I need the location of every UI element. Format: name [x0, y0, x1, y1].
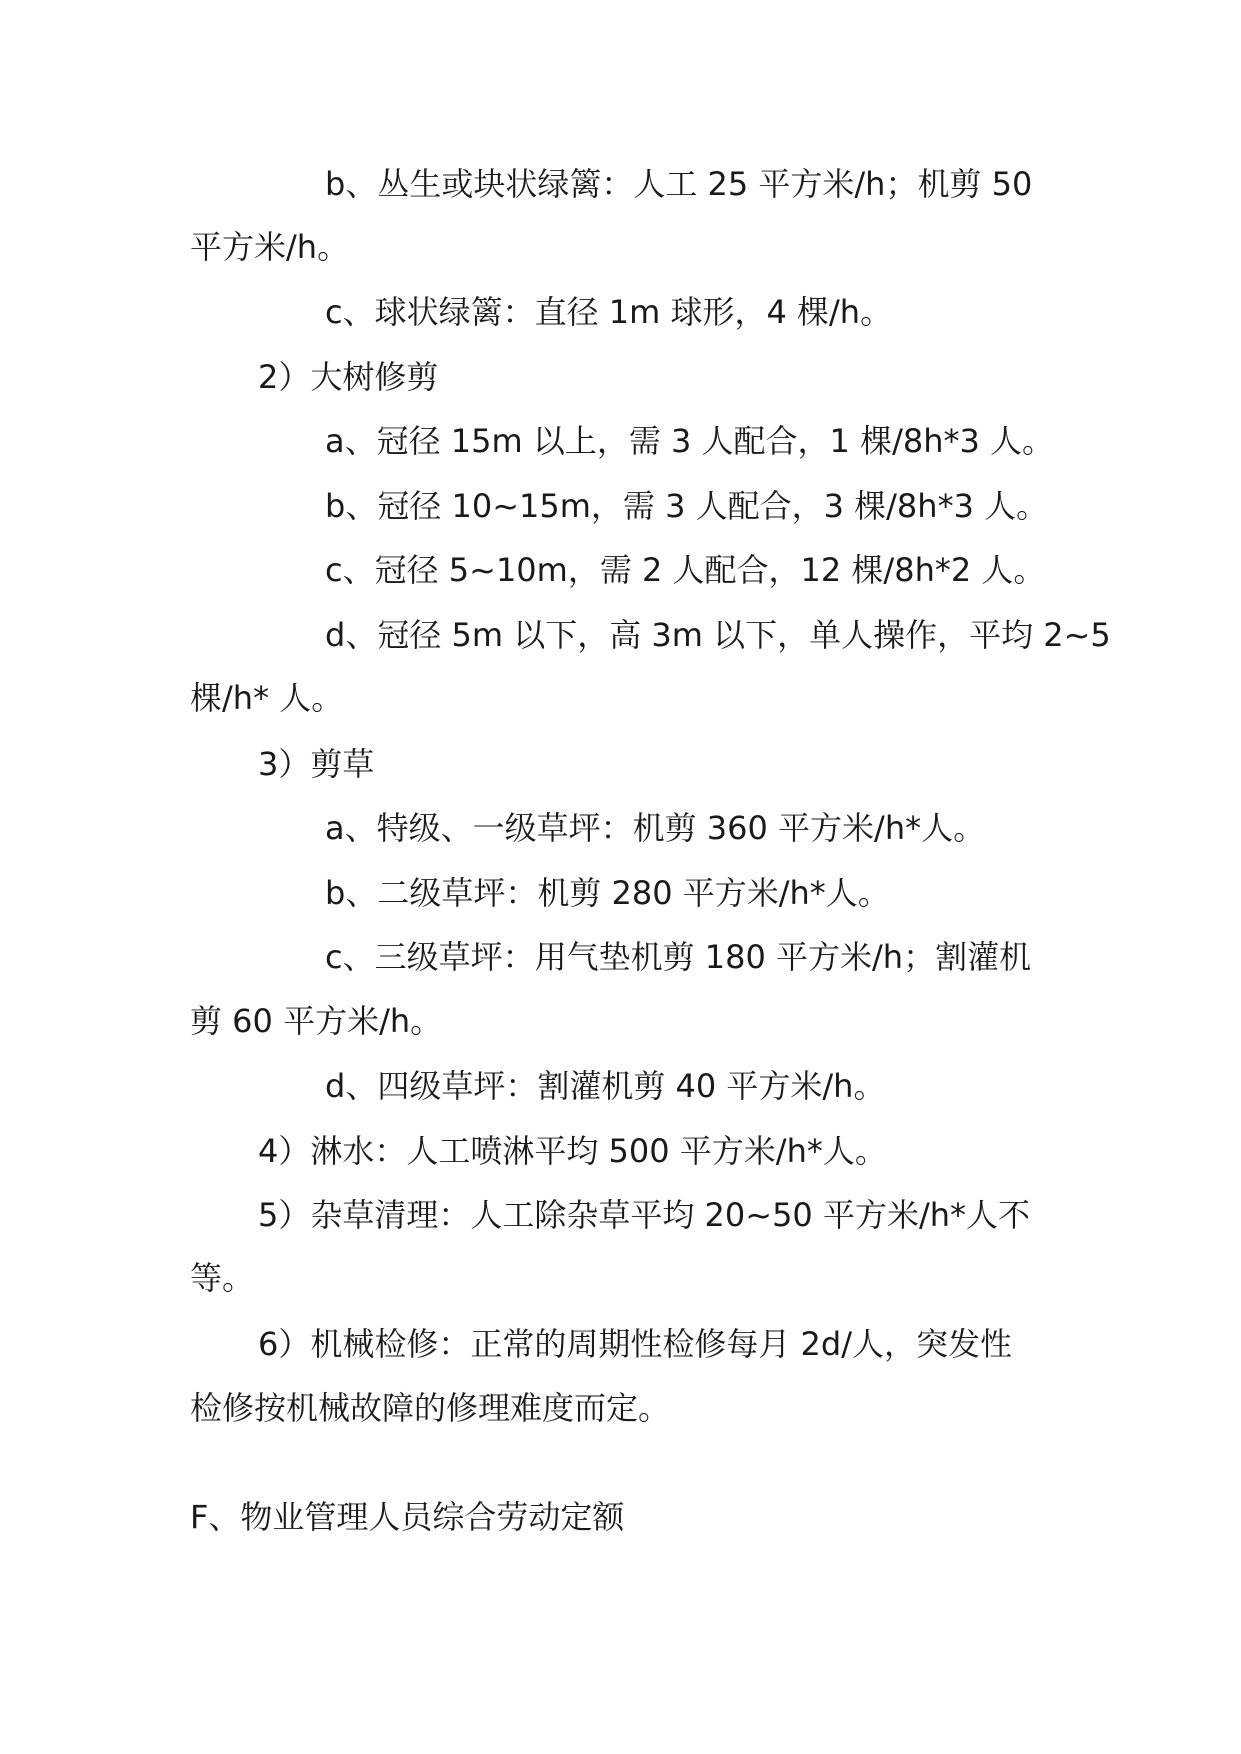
section-heading: 2）大树修剪 — [258, 358, 439, 396]
paragraph-line: b、丛生或块状绿篱：人工 25 平方米/h；机剪 50 — [325, 165, 1033, 203]
paragraph-line: 等。 — [190, 1259, 255, 1297]
paragraph-line: 平方米/h。 — [190, 228, 350, 266]
paragraph-line: b、二级草坪：机剪 280 平方米/h*人。 — [325, 874, 890, 912]
section-title: F、物业管理人员综合劳动定额 — [190, 1498, 625, 1536]
paragraph-line: 4）淋水：人工喷淋平均 500 平方米/h*人。 — [258, 1132, 887, 1170]
paragraph-line: b、冠径 10~15m，需 3 人配合，3 棵/8h*3 人。 — [325, 487, 1049, 525]
paragraph-line: d、四级草坪：割灌机剪 40 平方米/h。 — [325, 1067, 886, 1105]
section-heading: 3）剪草 — [258, 745, 375, 783]
paragraph-line: c、冠径 5~10m，需 2 人配合，12 棵/8h*2 人。 — [325, 551, 1046, 589]
paragraph-line: 检修按机械故障的修理难度而定。 — [190, 1389, 671, 1427]
paragraph-line: c、球状绿篱：直径 1m 球形，4 棵/h。 — [325, 293, 893, 331]
paragraph-line: 5）杂草清理：人工除杂草平均 20~50 平方米/h*人不 — [258, 1196, 1031, 1234]
paragraph-line: 棵/h* 人。 — [190, 679, 344, 717]
paragraph-line: 剪 60 平方米/h。 — [190, 1002, 443, 1040]
paragraph-line: 6）机械检修：正常的周期性检修每月 2d/人，突发性 — [258, 1325, 1012, 1363]
paragraph-line: c、三级草坪：用气垫机剪 180 平方米/h；割灌机 — [325, 938, 1032, 976]
paragraph-line: a、特级、一级草坪：机剪 360 平方米/h*人。 — [325, 809, 986, 847]
paragraph-line: d、冠径 5m 以下，高 3m 以下，单人操作，平均 2~5 — [325, 616, 1111, 654]
paragraph-line: a、冠径 15m 以上，需 3 人配合，1 棵/8h*3 人。 — [325, 422, 1055, 460]
